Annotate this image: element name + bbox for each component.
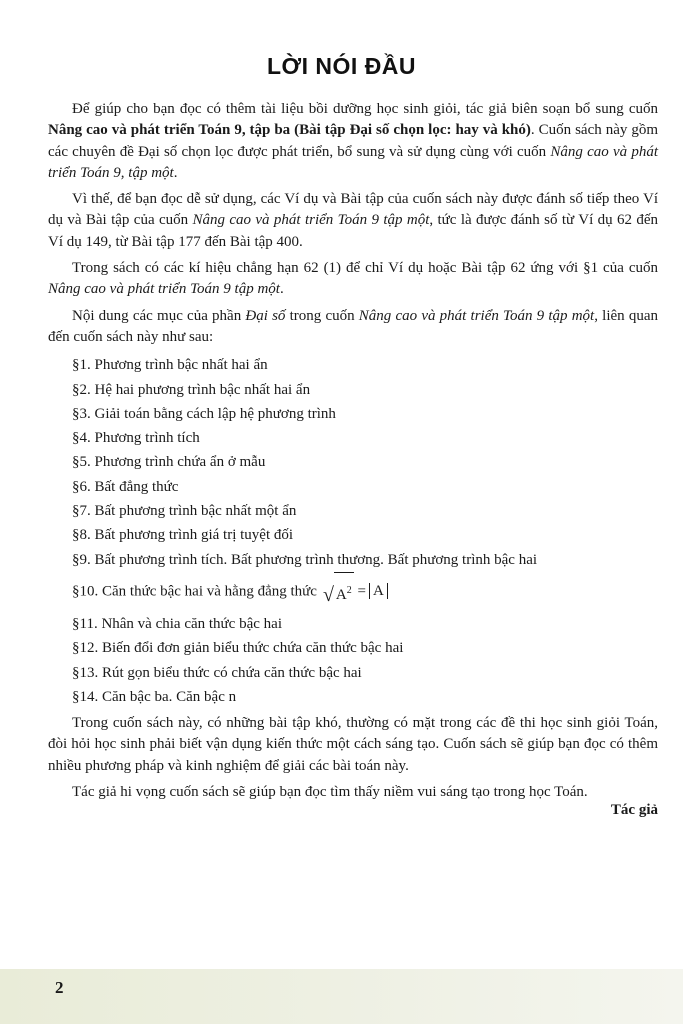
list-item: §13. Rút gọn biểu thức có chứa căn thức bậc hai	[72, 664, 362, 681]
sqrt-icon: √	[322, 583, 334, 606]
paragraph-intro: Để giúp cho bạn đọc có thêm tài liệu bồi dưỡng học sinh giỏi, tác giả biên soạn bổ sung cuốn Nâng cao và phát triển Toán 9, tập ba (Bài tập Đại số chọn lọc: hay và khó). Cuốn sách này gồm các chuyên đề Đại số chọn lọc được phát triển, bổ sung và sử dụng cùng với cuốn Nâng cao và phát triển Toán 9, tập một.	[48, 101, 658, 181]
page-title: LỜI NÓI ĐẦU	[266, 53, 417, 79]
paragraph-difficulty: Trong cuốn sách này, có những bài tập khó, thường có mặt trong các đề thi học sinh giỏi Toán, đòi hỏi học sinh phải biết vận dụng kiến thức một cách sáng tạo. Cuốn sách sẽ giúp bạn đọc có thêm nhiều phương pháp và kinh nghiệm để giải các bài toán này.	[48, 715, 658, 774]
document-body	[48, 99, 658, 808]
paragraph-contents-intro: Nội dung các mục của phần Đại số trong cuốn Nâng cao và phát triển Toán 9 tập một, liên quan đến cuốn sách này như sau:	[48, 307, 659, 345]
paragraph-hope: Tác giả hi vọng cuốn sách sẽ giúp bạn đọc tìm thấy niềm vui sáng tạo trong học Toán.	[72, 784, 588, 801]
list-item: §1. Phương trình bậc nhất hai ẩn	[72, 357, 268, 374]
list-item: §6. Bất đẳng thức	[72, 478, 179, 495]
sqrt-formula: √ $A^2$	[323, 572, 354, 612]
list-item-formula: §10. Căn thức bậc hai và hằng đẳng thức √ $A^2 = A$	[72, 572, 658, 612]
list-item: §2. Hệ hai phương trình bậc nhất hai ẩn	[72, 381, 311, 398]
list-item: §12. Biến đổi đơn giản biểu thức chứa căn thức bậc hai	[72, 640, 404, 657]
list-item: §5. Phương trình chứa ẩn ở mẫu	[72, 454, 266, 471]
list-item: §14. Căn bậc ba. Căn bậc n	[72, 688, 237, 705]
list-item: §8. Bất phương trình giá trị tuyệt đối	[72, 527, 294, 544]
absolute-value: A	[369, 583, 388, 599]
page-number: 2	[55, 978, 64, 997]
book-title-italic: Nâng cao và phát triển Toán 9, tập một	[48, 143, 658, 181]
book-title-bold: Nâng cao và phát triển Toán 9, tập ba (Bài tập Đại số chọn lọc: hay và khó)	[48, 122, 531, 139]
list-item: §9. Bất phương trình tích. Bất phương trình thương. Bất phương trình bậc hai	[72, 551, 538, 568]
list-item: §11. Nhân và chia căn thức bậc hai	[72, 615, 282, 632]
list-item: §3. Giải toán bằng cách lập hệ phương trình	[72, 405, 336, 422]
author-signature: Tác giả	[610, 802, 658, 818]
section-list	[48, 353, 658, 709]
footer-band	[0, 969, 683, 1024]
list-item: §7. Bất phương trình bậc nhất một ẩn	[72, 503, 297, 520]
paragraph-symbols: Trong sách có các kí hiệu chẳng hạn 62 (1) để chỉ Ví dụ hoặc Bài tập 62 ứng với §1 của cuốn Nâng cao và phát triển Toán 9 tập một.	[48, 260, 658, 298]
list-item: §4. Phương trình tích	[72, 430, 200, 447]
paragraph-numbering: Vì thế, để bạn đọc dễ sử dụng, các Ví dụ và Bài tập của cuốn sách này được đánh số tiếp theo Ví dụ và Bài tập của cuốn Nâng cao và phát triển Toán 9 tập một, tức là được đánh số từ Ví dụ 62 đến Ví dụ 149, từ Bài tập 177 đến Bài tập 400.	[48, 191, 658, 250]
